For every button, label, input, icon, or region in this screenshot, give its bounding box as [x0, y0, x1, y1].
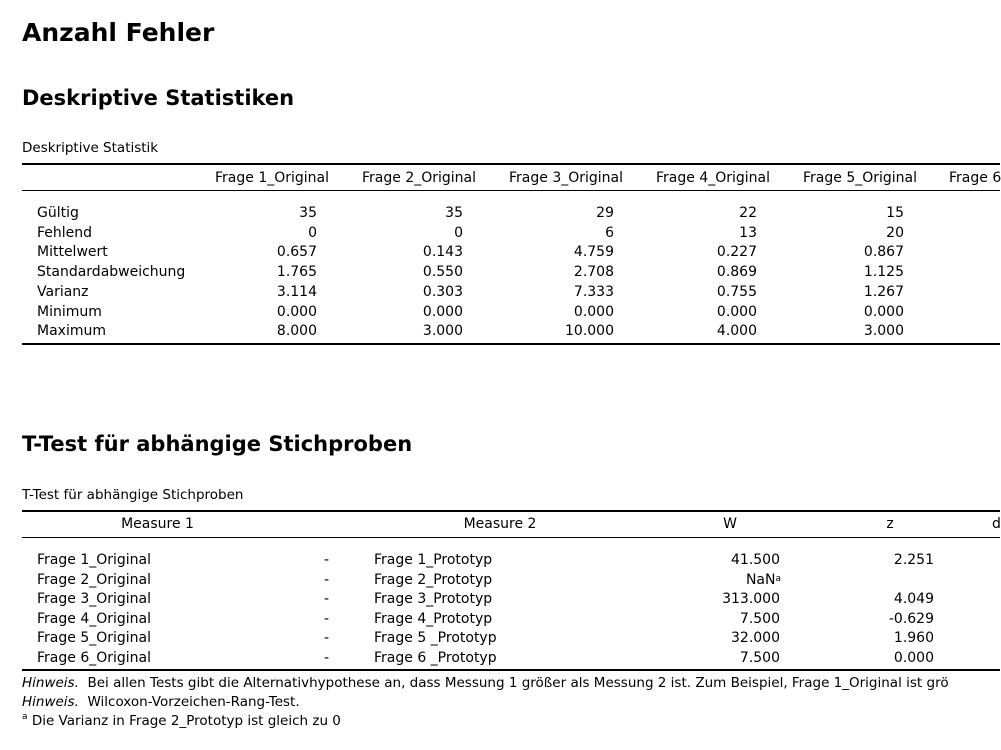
table-cell: 0.303: [422, 283, 463, 300]
table-cell: 15: [886, 205, 904, 221]
table-cell: 0.000: [863, 303, 904, 320]
z-cell: 4.049: [893, 591, 934, 608]
table-cell: 0.000: [573, 303, 614, 320]
note-row: [22, 694, 300, 710]
z-cell: 0.000: [893, 650, 934, 666]
table-bottom-rule: [22, 343, 1000, 345]
table-cell: 0.000: [276, 303, 317, 320]
col-header-measure1: Measure 1: [121, 516, 194, 532]
footnote-mark: a: [22, 712, 28, 722]
table-cell: 0.869: [716, 264, 757, 281]
table-cell: 0.000: [422, 303, 463, 320]
note-label: Hinweis.: [22, 694, 79, 710]
col-header: Frage 5_Original: [803, 170, 918, 186]
table-cell: 1.765: [276, 264, 317, 281]
measure2-cell: Frage 5 _Prototyp: [374, 630, 497, 647]
separator-dash: -: [324, 630, 330, 647]
footnote-text: Die Varianz in Frage 2_Prototyp ist gleich zu 0: [31, 713, 341, 729]
col-header-measure2: Measure 2: [463, 516, 537, 532]
table-header-rule: [22, 190, 1000, 191]
table-cell: 0.550: [422, 264, 463, 281]
measure1-cell: Frage 2_Original: [37, 571, 152, 588]
w-cell: [693, 572, 781, 589]
measure1-cell: Frage 4_Original: [37, 610, 152, 627]
w-cell: [680, 611, 780, 628]
table-cell: 0.755: [716, 283, 757, 300]
note-row: [22, 675, 949, 691]
measure1-cell: Frage 5_Original: [37, 630, 152, 647]
footnote-row: [22, 713, 341, 729]
page-title: Anzahl Fehler: [22, 18, 215, 47]
row-label: Gültig: [37, 205, 79, 221]
table-cell: 35: [445, 205, 463, 221]
w-cell: [680, 630, 780, 647]
z-cell: 2.251: [893, 552, 934, 568]
table-cell: 20: [886, 224, 904, 241]
row-label: Maximum: [37, 323, 106, 340]
note-label: Hinweis.: [22, 675, 79, 691]
measure2-cell: Frage 3_Prototyp: [374, 591, 493, 608]
w-cell: [680, 591, 780, 608]
table-cell: 13: [739, 224, 757, 241]
separator-dash: -: [324, 610, 330, 627]
w-cell: [680, 650, 780, 667]
col-header: Frage 6: [949, 170, 1001, 186]
table-cell: 1.125: [863, 264, 904, 281]
row-label: Standardabweichung: [37, 264, 186, 281]
row-label: Varianz: [37, 283, 89, 300]
measure1-cell: Frage 3_Original: [37, 591, 152, 608]
table-cell: 10.000: [565, 323, 614, 340]
table-cell: 22: [739, 205, 757, 221]
descriptive-caption: Deskriptive Statistik: [22, 140, 159, 156]
table-cell: 0.867: [863, 244, 904, 261]
table-cell: 3.114: [276, 283, 317, 300]
w-value: 7.500: [739, 610, 780, 627]
ttest-caption: T-Test für abhängige Stichproben: [22, 487, 244, 503]
table-cell: 0.143: [422, 244, 463, 261]
table-cell: 7.333: [573, 283, 614, 300]
w-cell: [680, 552, 780, 569]
table-top-rule: [22, 163, 1000, 165]
table-cell: 35: [299, 205, 317, 221]
table-cell: 0.000: [716, 303, 757, 320]
ttest-heading: T-Test für abhängige Stichproben: [22, 432, 413, 456]
row-label: Fehlend: [37, 224, 93, 241]
note-text: Bei allen Tests gibt die Alternativhypothese an, dass Messung 1 größer als Messung 2 ist. Zum Beispiel, Frage 1_Original ist grö: [87, 675, 949, 691]
measure2-cell: Frage 2_Prototyp: [374, 571, 493, 588]
row-label: Minimum: [37, 303, 102, 320]
table-cell: 3.000: [863, 323, 904, 340]
z-cell: 1.960: [893, 630, 934, 647]
measure2-cell: Frage 6 _Prototyp: [374, 650, 497, 666]
col-header: Frage 3_Original: [509, 170, 624, 186]
w-value: 41.500: [731, 552, 780, 568]
table-cell: 0.227: [716, 244, 757, 261]
w-value: 32.000: [731, 630, 780, 647]
z-cell: -0.629: [888, 610, 934, 627]
separator-dash: -: [324, 591, 330, 608]
table-cell: 0: [308, 224, 317, 241]
table-cell: 6: [605, 224, 614, 241]
measure2-cell: Frage 1_Prototyp: [374, 552, 493, 568]
w-value: 313.000: [722, 591, 780, 608]
separator-dash: -: [324, 552, 330, 568]
w-value: 7.500: [739, 650, 780, 666]
descriptive-heading: Deskriptive Statistiken: [22, 86, 295, 110]
col-header: Frage 4_Original: [656, 170, 771, 186]
table-cell: 8.000: [276, 323, 317, 340]
table-header-rule: [22, 537, 1000, 538]
separator-dash: -: [324, 571, 330, 588]
separator-dash: -: [324, 650, 330, 666]
measure1-cell: Frage 6_Original: [37, 650, 152, 666]
measure1-cell: Frage 1_Original: [37, 552, 152, 568]
measure2-cell: Frage 4_Prototyp: [374, 610, 493, 627]
table-cell: 0: [454, 224, 463, 241]
table-cell: 4.000: [716, 323, 757, 340]
table-top-rule: [22, 510, 1000, 512]
note-text: Wilcoxon-Vorzeichen-Rang-Test.: [87, 694, 300, 710]
col-header-z: z: [886, 516, 894, 532]
w-value: NaN: [745, 571, 776, 588]
table-bottom-rule: [22, 669, 1000, 671]
col-header-w: W: [723, 516, 737, 532]
col-header: Frage 1_Original: [215, 170, 330, 186]
table-cell: 0.657: [276, 244, 317, 261]
row-label: Mittelwert: [37, 244, 108, 261]
col-header-d: d: [992, 516, 1001, 532]
col-header: Frage 2_Original: [362, 170, 477, 186]
footnote-mark: a: [775, 573, 781, 584]
table-cell: 1.267: [863, 283, 904, 300]
table-cell: 3.000: [422, 323, 463, 340]
table-cell: 2.708: [573, 264, 614, 281]
table-cell: 29: [596, 205, 614, 221]
table-cell: 4.759: [573, 244, 614, 261]
